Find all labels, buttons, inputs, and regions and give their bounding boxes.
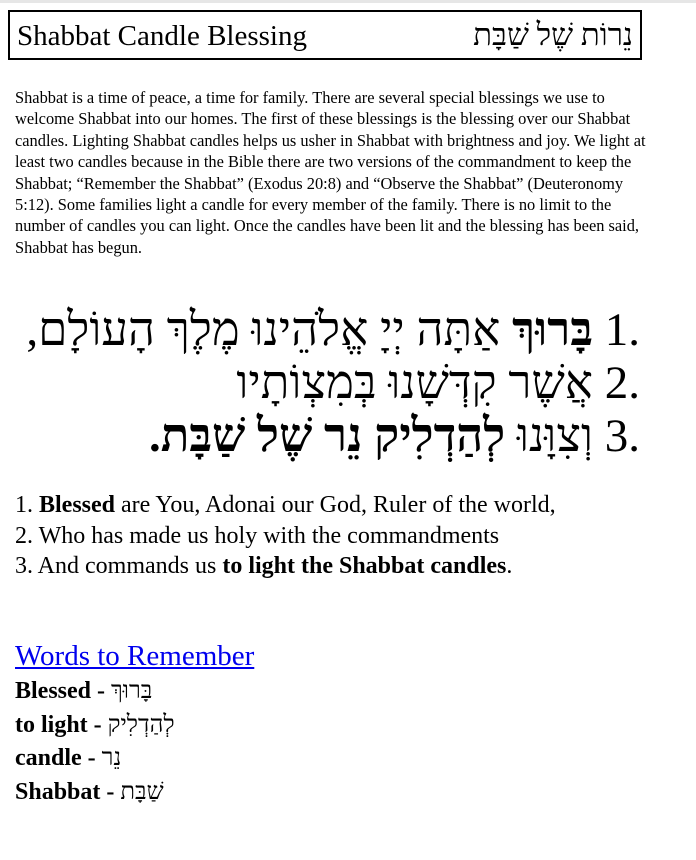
english-bold-text: Blessed [39,492,116,518]
hebrew-line-number: 3. [604,410,640,462]
top-divider [0,0,696,3]
hebrew-text: אַתָּה יְיָ אֱלֹהֵינוּ מֶלֶךְ הָעוֹלָם, [26,304,513,356]
vocab-separator: - [87,711,108,738]
vocab-item [15,742,175,776]
english-line-1 [15,490,685,521]
english-line-number: 3. [15,553,33,579]
hebrew-line-2 [30,357,640,410]
hebrew-text: וְצִוָּנוּ [505,410,593,462]
hebrew-bold-text: לְהַדְלִיק נֵר שֶׁל שַׁבָּת. [148,410,506,462]
english-line-number: 1. [15,492,33,518]
words-to-remember-link[interactable]: Words to Remember [15,640,255,672]
vocab-item [15,776,175,810]
english-line-number: 2. [15,522,33,549]
vocab-separator: - [91,678,112,704]
hebrew-bold-text: בָּרוּךְ [512,304,593,356]
english-text: And commands us [33,553,223,579]
english-text: . [506,553,513,579]
english-bold-text: to light the Shabbat candles [222,553,507,579]
hebrew-line-1 [26,304,640,357]
hebrew-line-number: 1. [604,304,640,356]
vocab-separator: - [100,778,121,805]
english-line-2 [15,521,685,552]
intro-text: Shabbat is a time of peace, a time for family. There are several special blessings we use to welcome Shabbat into our homes. The first of these blessings is the blessing over our Shabbat candles. Lighting Shabbat candles helps us usher in Shabbat with brightness and joy. We light at least two candles because in the Bible there are two versions of the commandment to keep the Shabbat; “Remember the Shabbat” (Exodus 20:8) and “Observe the Shabbat” (Deuteronomy 5:12). Some families light a candle for every member of the family. There is no limit to the number of candles you can light. Once the candles have been lit and the blessing has been said, Shabbat has begun. [15,88,646,257]
page-title-hebrew: נֵרוֹת שֶׁל שַׁבָּת [473,17,633,52]
intro-paragraph [15,87,655,258]
vocab-hebrew: בָּרוּךְ [111,678,153,704]
vocab-hebrew: שַׁבָּת [120,778,164,805]
hebrew-text: אֲשֶׁר קִדְּשָׁנוּ בְּמִצְוֹתָיו [236,357,593,409]
vocab-separator: - [81,745,102,771]
vocabulary-list [15,675,175,809]
vocab-hebrew: נֵר [101,745,122,771]
hebrew-line-number: 2. [604,357,640,409]
english-blessing [15,490,685,582]
vocab-item [15,709,175,743]
page-title: Shabbat Candle Blessing [17,20,307,52]
english-text: Who has made us holy with the commandments [33,522,500,549]
vocab-english: to light [15,711,88,738]
vocab-english: Blessed [15,678,92,704]
vocab-hebrew: לְהַדְלִיק [107,711,175,738]
hebrew-line-3 [30,410,640,463]
english-line-3 [15,551,685,582]
vocab-item [15,675,175,709]
vocab-english: Shabbat [15,778,101,805]
vocab-english: candle [15,745,82,771]
title-box [8,10,642,60]
english-text: are You, Adonai our God, Ruler of the world, [115,492,556,518]
hebrew-blessing [26,304,640,463]
